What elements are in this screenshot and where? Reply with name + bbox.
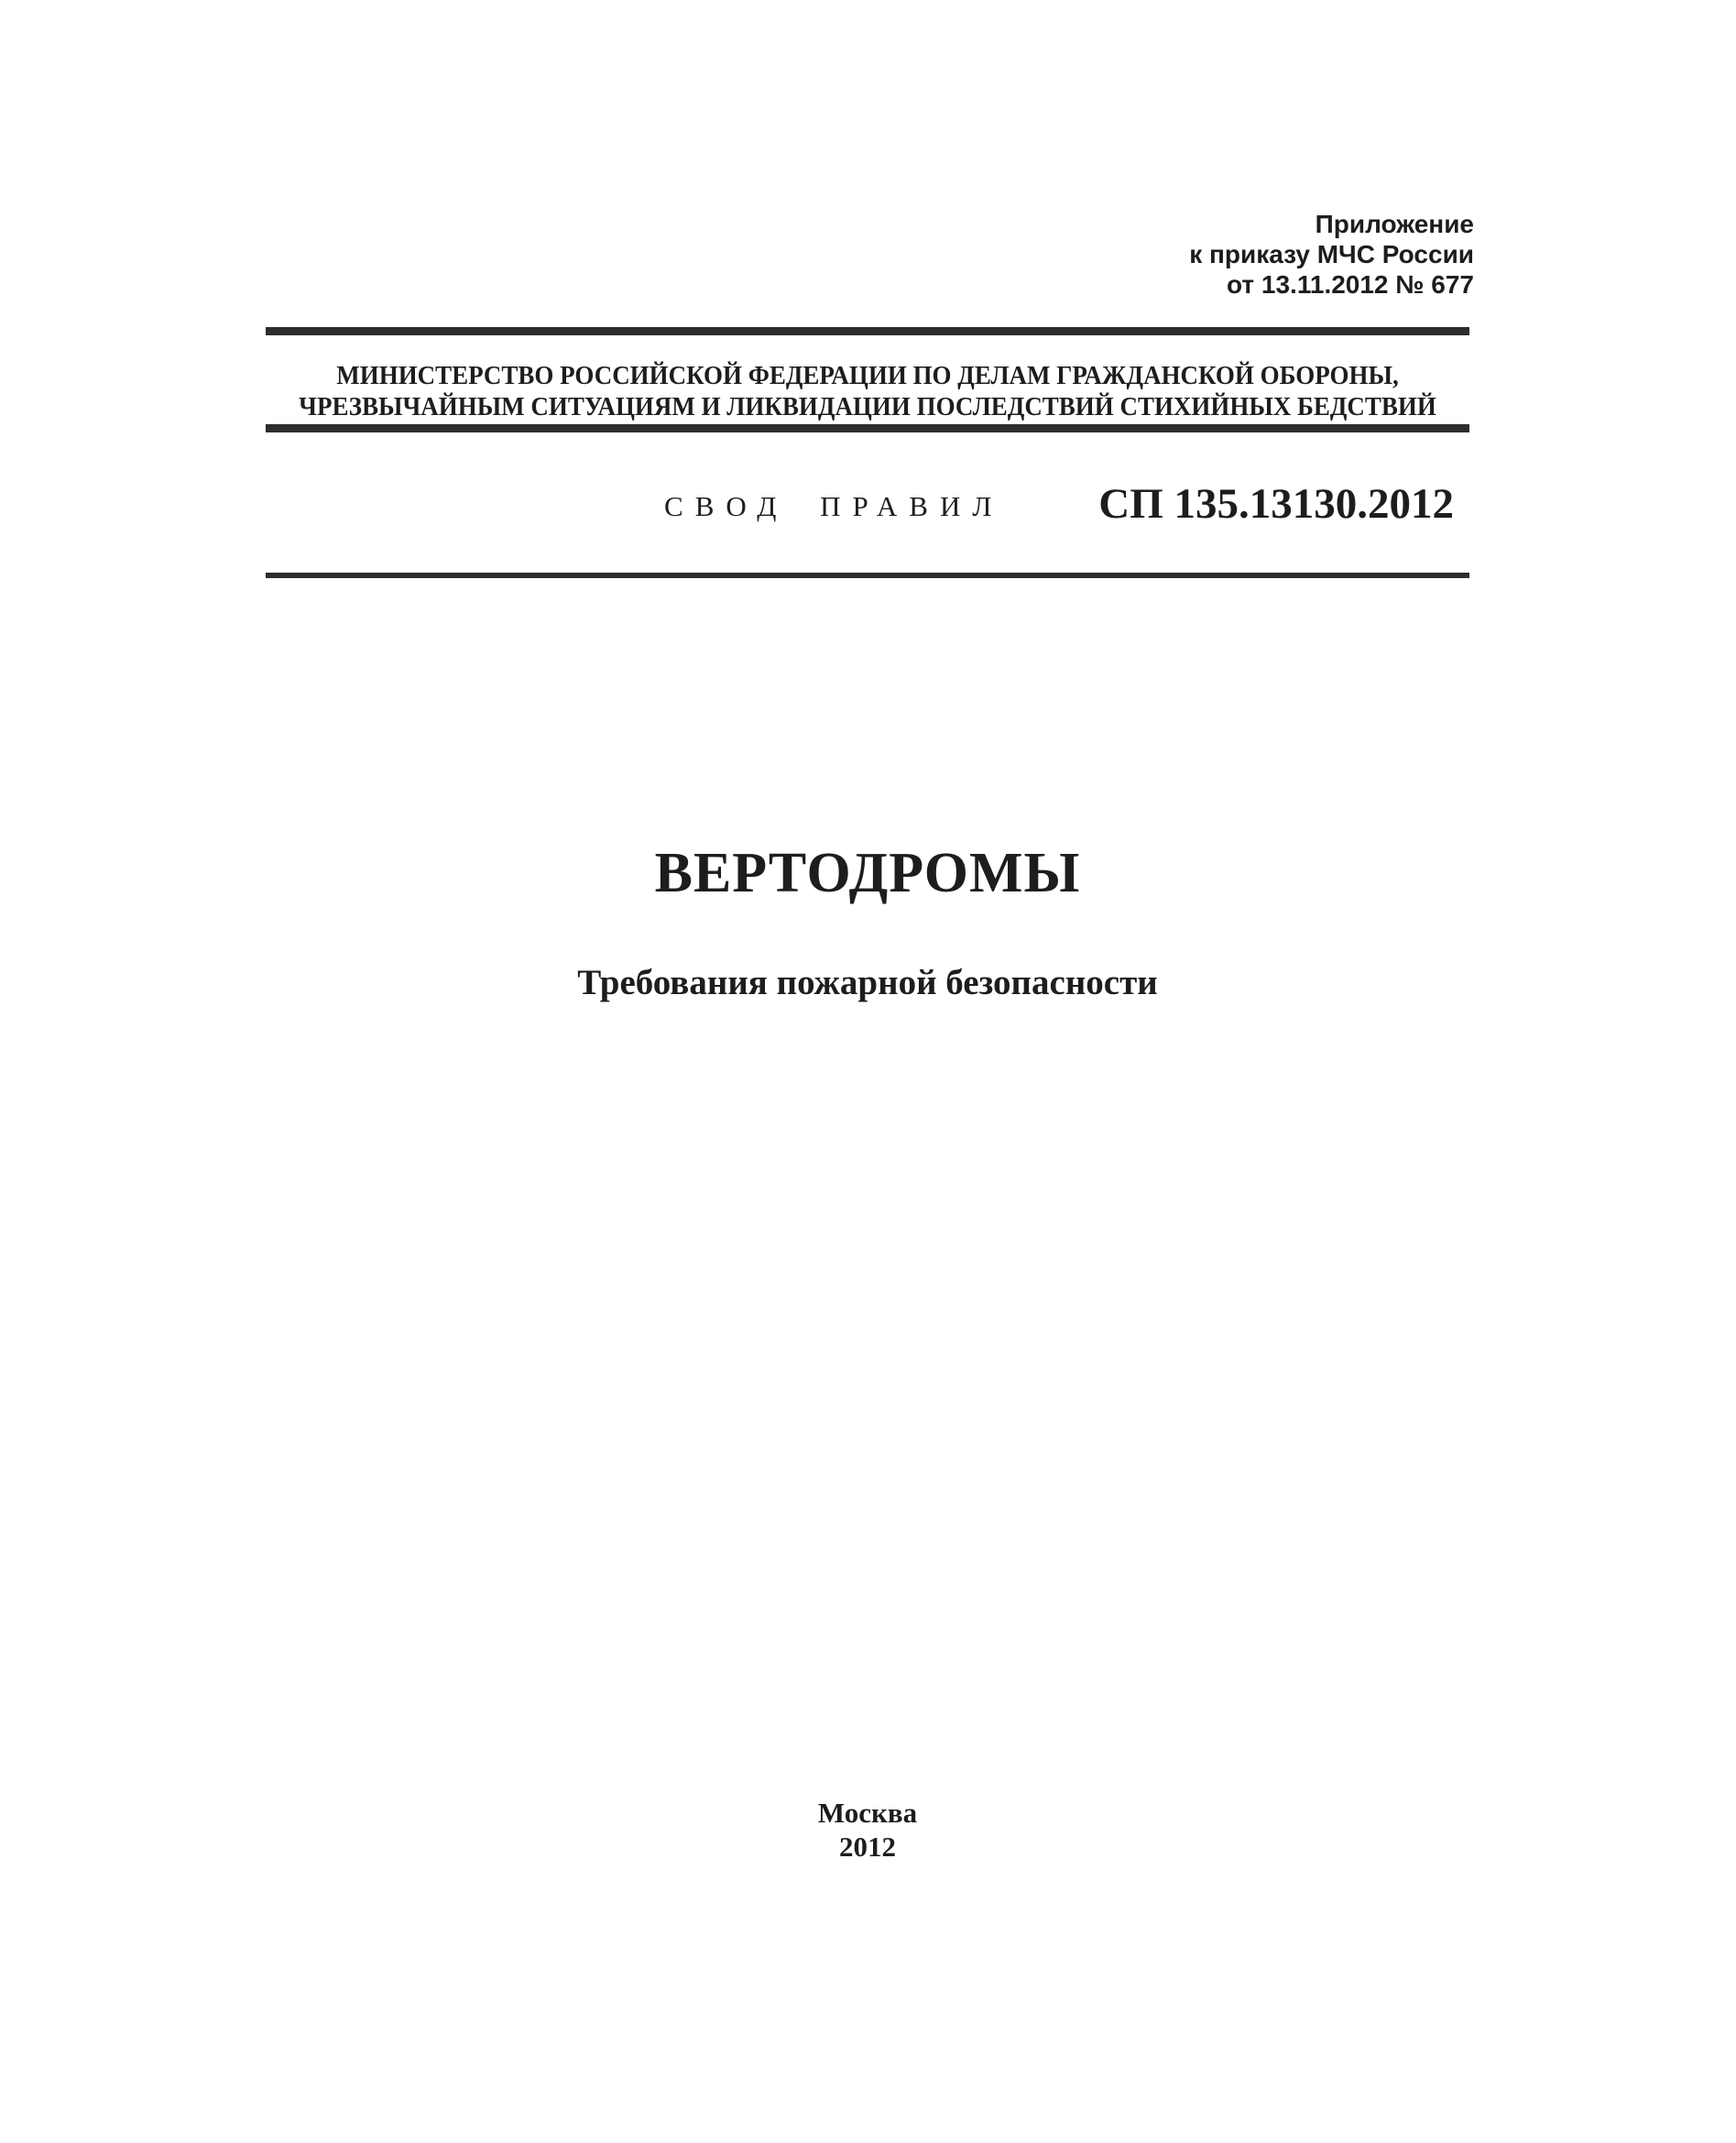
thin-rule	[266, 573, 1469, 578]
imprint-year: 2012	[839, 1831, 896, 1863]
doc-number: СП 135.13130.2012	[1098, 480, 1454, 528]
top-rule	[266, 327, 1469, 335]
imprint-city: Москва	[817, 1797, 918, 1829]
imprint-block	[266, 1796, 1469, 1864]
ministry-line-1: МИНИСТЕРСТВО РОССИЙСКОЙ ФЕДЕРАЦИИ ПО ДЕЛАМ ГРАЖДАНСКОЙ ОБОРОНЫ,	[336, 361, 1399, 390]
annotation-line-3: от 13.11.2012 № 677	[1227, 270, 1474, 299]
doc-type-label: СВОД ПРАВИЛ	[664, 490, 1004, 522]
document-subtitle: Требования пожарной безопасности	[577, 963, 1158, 1002]
middle-rule	[266, 424, 1469, 432]
annotation-line-2: к приказу МЧС России	[1189, 240, 1474, 268]
document-title: ВЕРТОДРОМЫ	[654, 842, 1081, 904]
annotation-line-1: Приложение	[1315, 210, 1474, 238]
ministry-header	[299, 360, 1436, 422]
annotation-block	[1189, 209, 1474, 300]
ministry-line-2: ЧРЕЗВЫЧАЙНЫМ СИТУАЦИЯМ И ЛИКВИДАЦИИ ПОСЛЕДСТВИЙ СТИХИЙНЫХ БЕДСТВИЙ	[299, 392, 1436, 421]
